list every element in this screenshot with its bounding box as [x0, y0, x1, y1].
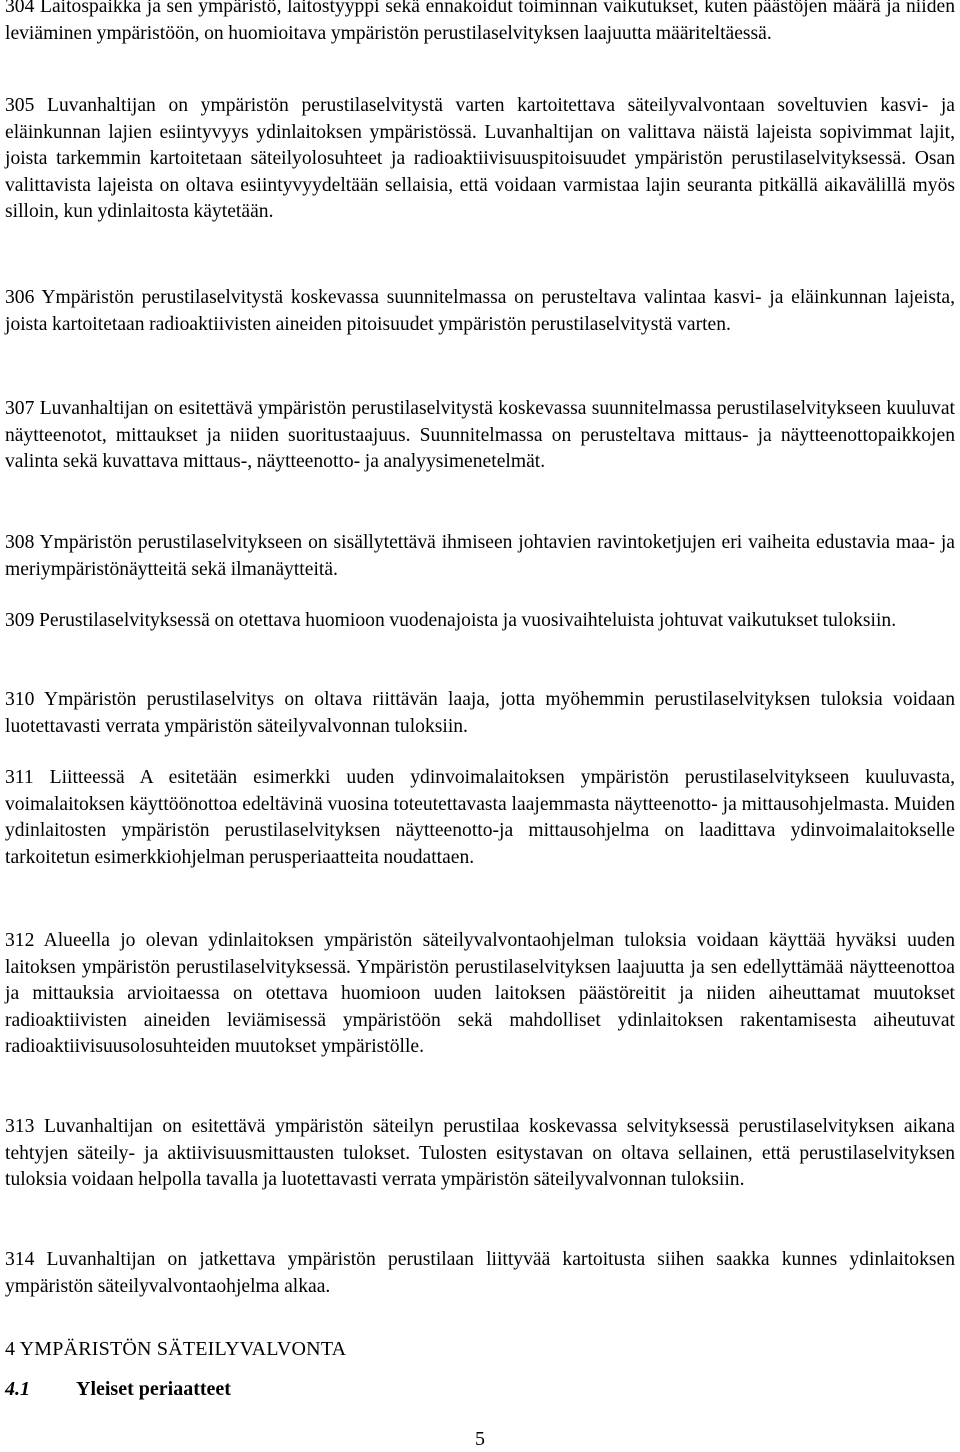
paragraph-306: 306 Ympäristön perustilaselvitystä koskevassa suunnitelmassa on perusteltava valintaa kasvi- ja eläinkunnan lajeista, joista kartoitetaan radioaktiivisten aineiden pitoisuudet ympäristön perustilaselvitystä varten.	[5, 287, 955, 335]
paragraph-307: 307 Luvanhaltijan on esitettävä ympäristön perustilaselvitystä koskevassa suunnitelmassa perustilaselvitykseen kuuluvat näytteenotot, mittaukset ja niiden suoritustaajuus. Suunnitelmassa on perusteltava mittaus- ja näytteenottopaikkojen valinta sekä kuvattava mittaus-, näytteenotto- ja analyysimenetelmät.	[5, 398, 955, 473]
paragraph-304: 304 Laitospaikka ja sen ympäristö, laitostyyppi sekä ennakoidut toiminnan vaikutukset, kuten päästöjen määrä ja niiden leviäminen ympäristöön, on huomioitava ympäristön perustilaselvityksen laajuutta määriteltäessä.	[5, 0, 955, 44]
paragraph-308: 308 Ympäristön perustilaselvitykseen on sisällytettävä ihmiseen johtavien ravintoketjujen eri vaiheita edustavia maa- ja meriympäristönäytteitä sekä ilmanäytteitä.	[5, 532, 955, 580]
paragraph-309: 309 Perustilaselvityksessä on otettava huomioon vuodenajoista ja vuosivaihteluista johtuvat vaikutukset tuloksiin.	[5, 610, 897, 631]
subsection-title: Yleiset periaatteet	[76, 1378, 231, 1400]
section-heading: 4 YMPÄRISTÖN SÄTEILYVALVONTA	[5, 1338, 347, 1360]
subsection-number: 4.1	[5, 1378, 30, 1400]
subsection-heading	[5, 1376, 231, 1402]
paragraph-312: 312 Alueella jo olevan ydinlaitoksen ympäristön säteilyvalvontaohjelman tuloksia voidaan käyttää hyväksi uuden laitoksen ympäristön perustilaselvityksessä. Ympäristön perustilaselvityksen laajuutta ja sen edellyttämää näytteenottoa ja mittauksia arvioitaessa on otettava huomioon uuden laitoksen päästöreitit ja niiden aiheuttamat muutokset radioaktiivisten aineiden leviämisessä ympäristöön sekä mahdolliset ydinlaitoksen rakentamisesta aiheutuvat radioaktiivisuusolosuhteiden muutokset ympäristölle.	[5, 930, 955, 1058]
paragraph-311: 311 Liitteessä A esitetään esimerkki uuden ydinvoimalaitoksen ympäristön perustilaselvitykseen kuuluvasta, voimalaitoksen käyttöönottoa edeltävinä vuosina toteutettavasta laajemmasta näytteenotto- ja mittausohjelmasta. Muiden ydinlaitosten ympäristön perustilaselvityksen näytteenotto-ja mittausohjelma on laadittava ydinvoimalaitokselle tarkoitetun esimerkkiohjelman perusperiaatteita noudattaen.	[5, 767, 955, 868]
paragraph-314: 314 Luvanhaltijan on jatkettava ympäristön perustilaan liittyvää kartoitusta siihen saakka kunnes ydinlaitoksen ympäristön säteilyvalvontaohjelma alkaa.	[5, 1249, 955, 1297]
page-number: 5	[475, 1428, 485, 1450]
paragraph-310: 310 Ympäristön perustilaselvitys on oltava riittävän laaja, jotta myöhemmin perustilaselvityksen tuloksia voidaan luotettavasti verrata ympäristön säteilyvalvonnan tuloksiin.	[5, 689, 955, 737]
paragraph-313: 313 Luvanhaltijan on esitettävä ympäristön säteilyn perustilaa koskevassa selvityksessä perustilaselvityksen aikana tehtyjen säteily- ja aktiivisuusmittausten tulokset. Tulosten esitystavan on oltava sellainen, että perustilaselvityksen tuloksia voidaan helpolla tavalla ja luotettavasti verrata ympäristön säteilyvalvonnan tuloksiin.	[5, 1116, 955, 1191]
paragraph-305: 305 Luvanhaltijan on ympäristön perustilaselvitystä varten kartoitettava säteilyvalvontaan soveltuvien kasvi- ja eläinkunnan lajien esiintyvyys ydinlaitoksen ympäristössä. Luvanhaltijan on valittava näistä lajeista sopivimmat lajit, joista tarkemmin kartoitetaan säteilyolosuhteet ja radioaktiivisuuspitoisuudet ympäristön perustilaselvityksessä. Osan valittavista lajeista on oltava esiintyvyydeltään sellaisia, että voidaan varmistaa lajin seuranta pitkällä aikavälillä myös silloin, kun ydinlaitosta käytetään.	[5, 95, 955, 223]
